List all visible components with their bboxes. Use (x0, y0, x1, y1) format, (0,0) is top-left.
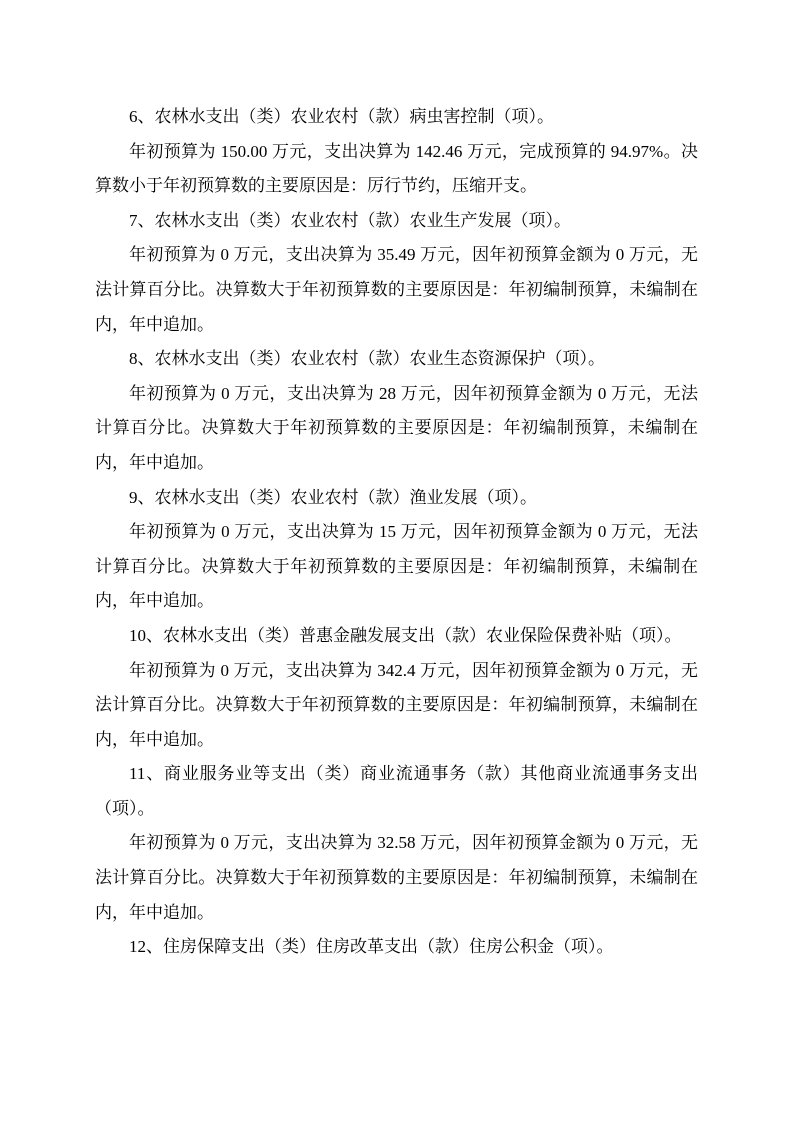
paragraph-item-body: 年初预算为 150.00 万元，支出决算为 142.46 万元，完成预算的 94.97%。决算数小于年初预算数的主要原因是：厉行节约，压缩开支。 (95, 141, 698, 196)
paragraph-item-title: 9、农林水支出（类）农业农村（款）渔业发展（项）。 (129, 487, 537, 507)
paragraph-item-title: 11、商业服务业等支出（类）商业流通事务（款）其他商业流通事务支出（项）。 (95, 764, 698, 818)
paragraph-item-body: 年初预算为 0 万元，支出决算为 342.4 万元，因年初预算金额为 0 万元，无法计算百分比。决算数大于年初预算数的主要原因是：年初编制预算，未编制在内，年中追加。 (95, 660, 698, 749)
paragraph-item-body: 年初预算为 0 万元，支出决算为 15 万元，因年初预算金额为 0 万元，无法计算百分比。决算数大于年初预算数的主要原因是：年初编制预算，未编制在内，年中追加。 (95, 522, 698, 611)
paragraph-item-body: 年初预算为 0 万元，支出决算为 32.58 万元，因年初预算金额为 0 万元，无法计算百分比。决算数大于年初预算数的主要原因是：年初编制预算，未编制在内，年中追加。 (95, 833, 698, 922)
paragraph-item-title: 6、农林水支出（类）农业农村（款）病虫害控制（项）。 (129, 107, 554, 126)
paragraph-item-title: 12、住房保障支出（类）住房改革支出（款）住房公积金（项）。 (129, 937, 614, 957)
paragraph-item-title: 8、农林水支出（类）农业农村（款）农业生态资源保护（项）。 (129, 349, 605, 369)
paragraph-item-body: 年初预算为 0 万元，支出决算为 28 万元，因年初预算金额为 0 万元，无法计算百分比。决算数大于年初预算数的主要原因是：年初编制预算，未编制在内，年中追加。 (95, 383, 698, 472)
paragraph-item-body: 年初预算为 0 万元，支出决算为 35.49 万元，因年初预算金额为 0 万元，无法计算百分比。决算数大于年初预算数的主要原因是：年初编制预算，未编制在内，年中追加。 (95, 245, 698, 334)
paragraph-item-title: 7、农林水支出（类）农业农村（款）农业生产发展（项）。 (129, 210, 571, 230)
paragraph-item-title: 10、农林水支出（类）普惠金融发展支出（款）农业保险保费补贴（项）。 (129, 625, 682, 645)
